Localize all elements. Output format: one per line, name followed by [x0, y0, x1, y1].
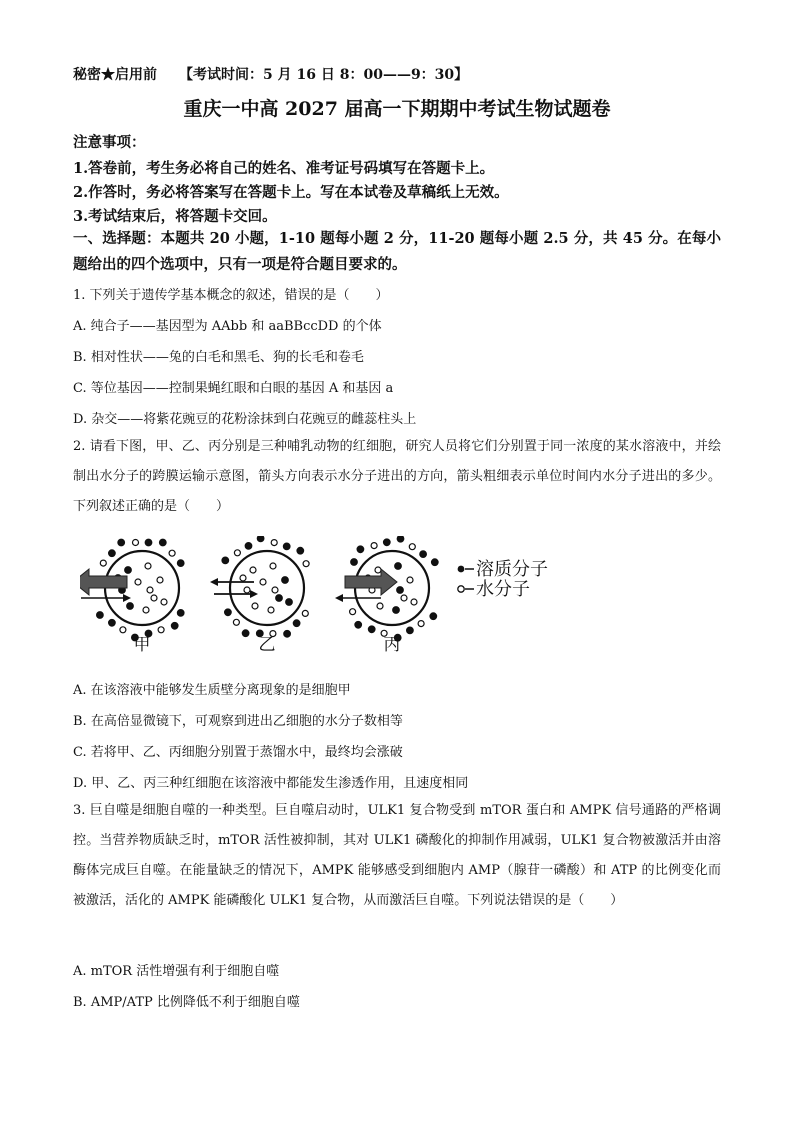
exam-time: 【考试时间：5 月 16 日 8：00——9：30】	[179, 67, 469, 83]
cell-yi-membrane	[230, 551, 304, 625]
solute-molecule	[395, 563, 402, 570]
solute-molecule	[171, 623, 178, 630]
question-3-option-b: B. AMP/ATP 比例降低不利于细胞自噬	[73, 995, 300, 1010]
legend-solute-dot	[458, 566, 465, 573]
water-molecule	[407, 577, 413, 583]
solute-molecule	[257, 536, 264, 542]
solute-molecule	[297, 547, 304, 554]
header-line	[73, 64, 468, 84]
water-molecule	[411, 599, 417, 605]
solute-molecule	[393, 607, 400, 614]
water-molecule	[375, 567, 381, 573]
solute-molecule	[160, 539, 167, 546]
water-molecule	[268, 607, 274, 613]
legend	[458, 559, 548, 600]
svg-text:丙: 丙	[383, 635, 401, 655]
question-1-stem: 1. 下列关于遗传学基本概念的叙述，错误的是（ ）	[73, 288, 389, 303]
solute-molecule	[125, 567, 132, 574]
water-molecule	[418, 621, 424, 627]
water-molecule	[371, 543, 377, 549]
water-molecule	[234, 550, 240, 556]
question-3-stem: 3. 巨自噬是细胞自噬的一种类型。巨自噬启动时，ULK1 复合物受到 mTOR 蛋白和 AMPK 信号通路的严格调控。当营养物质缺乏时，mTOR 活性被抑制，其对 ULK1 磷酸化的抑制作用减弱，ULK1 复合物被激活并由溶酶体完成巨自噬。在能量缺乏的情况下，AMPK 能够感受到细胞内 AMP（腺苷一磷酸）和 ATP 的比例变化而被激活，活化的 AMPK 能磷酸化 ULK1 复合物，从而激活巨自噬。下列说法错误的是（ ）	[73, 803, 721, 908]
solute-molecule	[177, 610, 184, 617]
solute-molecule	[384, 539, 391, 546]
water-molecule	[158, 627, 164, 633]
note-item-2: 2.作答时，务必将答案写在答题卡上。写在本试卷及草稿纸上无效。	[73, 184, 509, 201]
solute-molecule	[351, 559, 358, 566]
water-molecule	[377, 603, 383, 609]
solute-molecule	[127, 603, 134, 610]
water-molecule	[272, 587, 278, 593]
question-2-option-a: A. 在该溶液中能够发生质壁分离现象的是细胞甲	[73, 683, 351, 698]
solute-molecule	[225, 609, 232, 616]
solute-molecule	[245, 543, 252, 550]
solute-molecule	[145, 539, 152, 546]
cell-label-jia	[134, 635, 151, 655]
question-1-option-d: D. 杂交——将紫花豌豆的花粉涂抹到白花豌豆的雌蕊柱头上	[73, 412, 417, 427]
note-item-1: 1.答卷前，考生务必将自己的姓名、准考证号码填写在答题卡上。	[73, 160, 495, 177]
water-molecule	[157, 577, 163, 583]
water-molecule	[303, 561, 309, 567]
water-molecule	[145, 563, 151, 569]
question-1-option-a: A. 纯合子——基因型为 AAbb 和 aaBBccDD 的个体	[73, 319, 382, 334]
legend-water-label: 水分子	[476, 579, 530, 600]
secret-label: 秘密★启用前	[73, 67, 157, 83]
cell-label-yi	[259, 635, 276, 655]
solute-molecule	[97, 612, 104, 619]
cell-label-bing	[384, 635, 401, 655]
water-molecule	[161, 599, 167, 605]
water-molecule	[270, 563, 276, 569]
question-2-option-b: B. 在高倍显微镜下，可观察到进出乙细胞的水分子数相等	[73, 714, 403, 729]
water-molecule	[133, 540, 139, 546]
svg-text:甲: 甲	[133, 635, 151, 655]
solute-molecule	[286, 599, 293, 606]
solute-molecule	[109, 550, 116, 557]
question-2-option-d: D. 甲、乙、丙三种红细胞在该溶液中都能发生渗透作用，且速度相同	[73, 776, 469, 791]
solute-molecule	[242, 630, 249, 637]
water-molecule	[120, 627, 126, 633]
question-3-option-a: A. mTOR 活性增强有利于细胞自噬	[73, 964, 280, 979]
solute-molecule	[397, 587, 404, 594]
solute-molecule	[222, 557, 229, 564]
solute-molecule	[177, 560, 184, 567]
water-molecule	[244, 587, 250, 593]
notes-heading: 注意事项：	[73, 134, 146, 151]
solute-molecule	[432, 559, 439, 566]
water-molecule	[260, 579, 266, 585]
water-molecule	[240, 575, 246, 581]
solute-molecule	[282, 577, 289, 584]
question-2-stem: 2. 请看下图，甲、乙、丙分别是三种哺乳动物的红细胞，研究人员将它们分别置于同一浓度的某水溶液中，并绘制出水分子的跨膜运输示意图，箭头方向表示水分子进出的方向，箭头粗细表示单位时间内水分子进出的多少。下列叙述正确的是（ ）	[73, 439, 721, 514]
water-molecule	[302, 610, 308, 616]
solute-molecule	[368, 626, 375, 633]
water-molecule	[250, 567, 256, 573]
solute-molecule	[118, 539, 125, 546]
water-molecule	[233, 619, 239, 625]
water-molecule	[143, 607, 149, 613]
water-molecule	[147, 587, 153, 593]
solute-molecule	[430, 613, 437, 620]
water-molecule	[409, 544, 415, 550]
page-title: 重庆一中高 2027 届高一下期期中考试生物试题卷	[183, 98, 611, 120]
legend-water-dot	[458, 586, 464, 592]
solute-molecule	[284, 631, 291, 638]
red-blood-cell-figure	[80, 536, 580, 660]
section-heading: 一、选择题：本题共 20 小题，1-10 题每小题 2 分，11-20 题每小题 2.5 分，共 45 分。在每小题给出的四个选项中，只有一项是符合题目要求的。	[73, 230, 721, 273]
water-molecule	[271, 540, 277, 546]
svg-text:乙: 乙	[258, 635, 276, 655]
question-1-option-b: B. 相对性状——兔的白毛和黑毛、狗的长毛和卷毛	[73, 350, 364, 365]
question-2-option-c: C. 若将甲、乙、丙细胞分别置于蒸馏水中，最终均会涨破	[73, 745, 403, 760]
solute-molecule	[109, 620, 116, 627]
water-molecule	[135, 579, 141, 585]
legend-solute-label: 溶质分子	[476, 559, 548, 580]
water-molecule	[151, 595, 157, 601]
water-molecule	[100, 560, 106, 566]
question-1-option-c: C. 等位基因——控制果蝇红眼和白眼的基因 A 和基因 a	[73, 381, 394, 396]
solute-molecule	[397, 536, 404, 542]
solute-molecule	[293, 620, 300, 627]
water-molecule	[252, 603, 258, 609]
solute-molecule	[407, 627, 414, 634]
water-molecule	[350, 609, 356, 615]
note-item-3: 3.考试结束后，将答题卡交回。	[73, 208, 277, 225]
water-molecule	[401, 595, 407, 601]
solute-molecule	[276, 595, 283, 602]
solute-molecule	[420, 551, 427, 558]
solute-molecule	[355, 622, 362, 629]
water-molecule	[169, 550, 175, 556]
solute-molecule	[283, 543, 290, 550]
solute-molecule	[357, 546, 364, 553]
